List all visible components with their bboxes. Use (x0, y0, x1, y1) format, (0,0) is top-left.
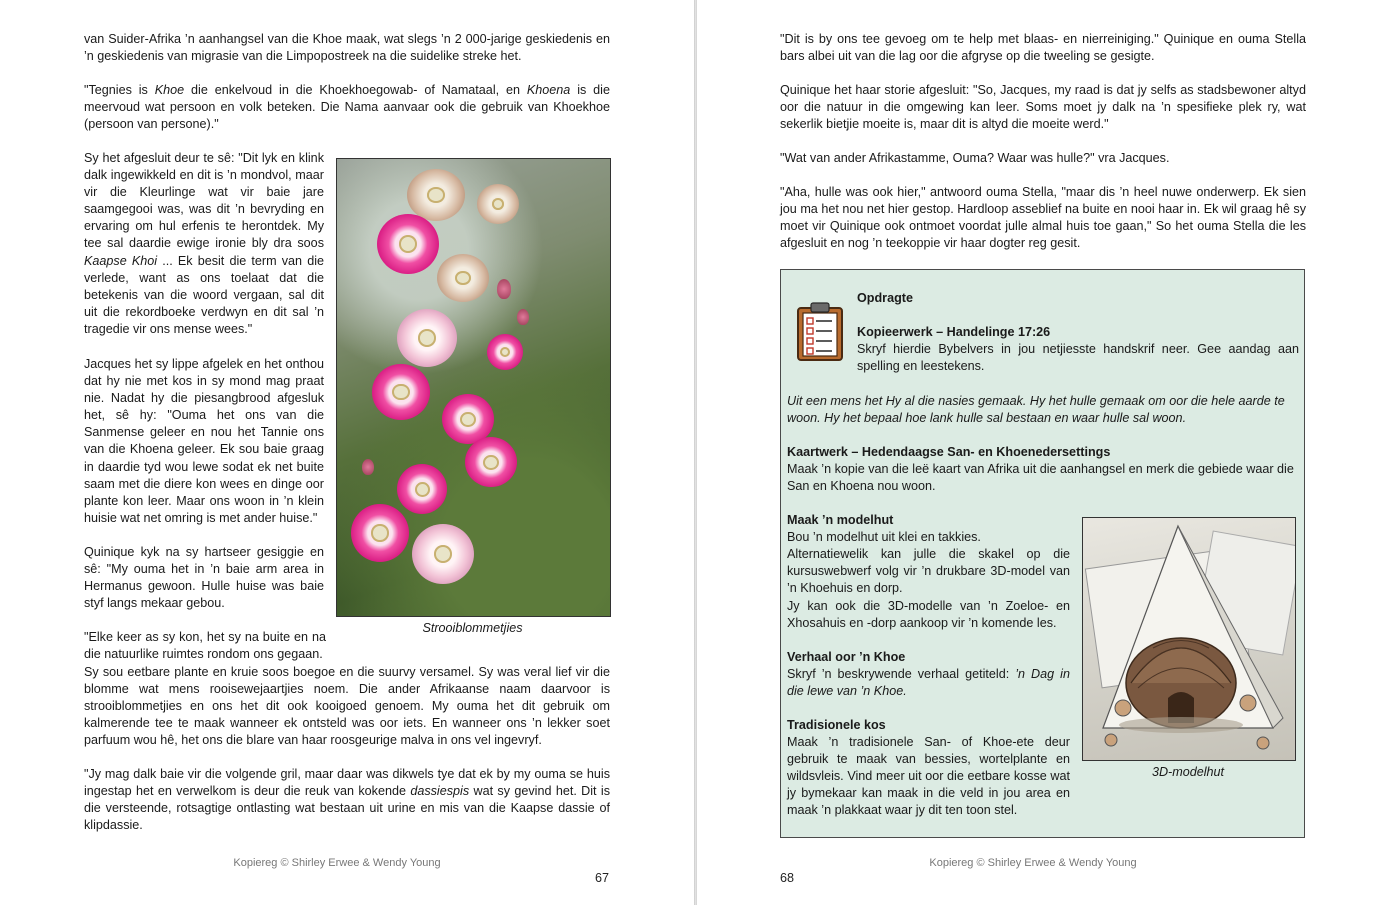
task3-text2: Jy kan ook die 3D-modelle van ’n Zoeloe- en Xhosahuis en -dorp aankoop vir ’n komende les. (787, 599, 1070, 631)
task1-text: Skryf hierdie Bybelvers in jou netjiesste handskrif neer. Gee aandag aan spelling en leestekens. (857, 342, 1299, 374)
paper-model-hut-illustration (1083, 518, 1295, 760)
flower (487, 334, 523, 370)
flower (397, 309, 457, 367)
left-paragraph-6-rest: Sy sou eetbare plante en kruie soos boegoe en die suurvy versamel. Sy was veral lief vir die blomme wat mens rooisewejaartjies noem. Die ander Afrikaanse naam daarvoor is strooiblommetjies en ons het dit ook kooigoed genoem. My ouma het dit gebruik om kalmerende tee te maak wanneer ek ontsteld was oor iets. En wanneer ons ’n lekker soet parfuum wou hê, het ons die blare van haar roosgeurige malva in ons vel ingevryf. (84, 665, 610, 748)
task3-heading: Maak ’n modelhut (787, 513, 894, 527)
flower (377, 214, 439, 274)
task3-text: Alternatiewelik kan julle die skakel op die kursuswebwerf volg vir ’n drukbare 3D-model van ’n Khoehuis en dorp. (787, 547, 1070, 596)
flower (372, 364, 430, 420)
task3-line1: Bou ’n modelhut uit klei en takkies. (787, 530, 981, 544)
left-paragraph-1: van Suider-Afrika ’n aanhangsel van die Khoe maak, wat slegs ’n 2 000-jarige geskiedenis en ’n geskiedenis van migrasie van die Limpopostreek na die suidelike streke het. (84, 32, 610, 64)
flower-bud (517, 309, 529, 325)
right-page-number: 68 (780, 871, 795, 885)
3d-modelhut-photo (1082, 517, 1296, 761)
flower (477, 184, 519, 224)
right-footer-copyright: Kopiereg © Shirley Erwee & Wendy Young (929, 857, 1137, 869)
flower (437, 254, 489, 302)
task5-text: Maak ’n tradisionele San- of Khoe-ete deur gebruik te maak van bessies, wortelplante en wildsvleis. Vind meer uit oor die eetbare kosse wat jy bymekaar kan maak in die veld in jou area en maak ’n plakkaat waar jy dit ten toon stel. (787, 735, 1070, 818)
right-paragraph-4: "Aha, hulle was ook hier," antwoord ouma Stella, "maar dis ’n heel nuwe onderwerp. Ek sien jou ma het nou net hier gestop. Hardloop asseblief na buite en nooi haar in. Ek wil graag hê sy moet vir Quinique ook ontmoet voordat julle almal huis toe gaan," So het ouma Stella die les afgesluit en nog ’n teekoppie vir haar dogter reg gesit. (780, 185, 1306, 251)
task2-text: Maak ’n kopie van die leë kaart van Afrika uit die aanhangsel en merk die gebiede waar die San en Khoena nou woon. (787, 462, 1294, 494)
left-footer-copyright: Kopiereg © Shirley Erwee & Wendy Young (233, 857, 441, 869)
hut-photo-caption: 3D-modelhut (1151, 765, 1225, 779)
task5-heading: Tradisionele kos (787, 718, 886, 732)
left-paragraph-5: Quinique kyk na sy hartseer gesiggie en sê: "My ouma het in ’n baie arm area in Hermanus gewoon. Hulle huise was baie styf langs mekaar gebou. (84, 545, 324, 611)
flower (397, 464, 447, 514)
flower (465, 437, 517, 487)
right-paragraph-3: "Wat van ander Afrikastamme, Ouma? Waar was hulle?" vra Jacques. (780, 151, 1170, 165)
task1-heading: Kopieerwerk – Handelinge 17:26 (857, 325, 1051, 339)
task4-heading: Verhaal oor ’n Khoe (787, 650, 906, 664)
flower (407, 169, 465, 221)
flower-photo-caption: Strooiblommetjies (422, 621, 523, 635)
left-paragraph-2: "Tegnies is Khoe die enkelvoud in die Khoekhoegowab- of Namataal, en Khoena is die meervoud wat persoon en volk beteken. Die Nama aanvaar ook die gebruik van Khoekhoe (persoon van persone)." (84, 83, 610, 132)
flower (412, 524, 474, 584)
strooiblommetjies-photo (336, 158, 611, 617)
left-paragraph-6-start: "Elke keer as sy kon, het sy na buite en na die natuurlike ruimtes rondom ons gegaan. (84, 630, 326, 662)
left-paragraph-7: "Jy mag dalk baie vir die volgende gril, maar daar was dikwels tye dat ek by my ouma se huis ingestap het en verwelkom is deur die reuk van kokende dassiespis wat sy gevind het. Dit is die versteende, rotsagtige ontlasting wat bestaan uit urine en mis van die Kaapse dassie of klipdassie. (84, 767, 610, 833)
box-title: Opdragte (857, 291, 913, 305)
right-paragraph-2: Quinique het haar storie afgesluit: "So, Jacques, my raad is dat jy selfs as stadsbewoner altyd oor die natuur in die omgewing kan leer. Soms moet jy dalk na ’n spesifieke plek ry, wat sekerlik bietjie moeite is, maar dit is altyd die moeite werd." (780, 83, 1306, 132)
left-paragraph-4: Jacques het sy lippe afgelek en het onthou dat hy nie met kos in sy mond mag praat nie. Nadat hy die piesangbrood afgesluk het, sê hy: "Ouma het ons van die Sanmense geleer en nou het Tannie ons van die Khoena geleer. Ek sou baie graag in daardie tyd wou lewe sodat ek net buite saam met die diere kon wees en dinge oor plante kon leer. Maar ons woon in ’n klein huisie wat net omring is met ander huise." (84, 357, 324, 525)
flower-bud (362, 459, 374, 475)
task2-heading: Kaartwerk – Hedendaagse San- en Khoenedersettings (787, 445, 1111, 459)
bible-verse: Uit een mens het Hy al die nasies gemaak. Hy het hulle gemaak om oor die hele aarde te woon. Hy het bepaal hoe lank hulle sal bestaan en waar hulle sal woon. (787, 394, 1285, 426)
flower-bud (497, 279, 511, 299)
flower (351, 504, 409, 562)
left-page-number: 67 (595, 871, 610, 885)
right-paragraph-1: "Dit is by ons tee gevoeg om te help met blaas- en nierreiniging." Quinique en ouma Stella bars albei uit van die lag oor die afgryse op die tweeling se gesigte. (780, 32, 1306, 64)
clipboard-checklist-icon (795, 300, 845, 362)
task4-text: Skryf ’n beskrywende verhaal getiteld: ’n Dag in die lewe van ’n Khoe. (787, 667, 1070, 699)
left-paragraph-3: Sy het afgesluit deur te sê: "Dit lyk en klink dalk ingewikkeld en dit is ’n mondvol, maar vir die Kleurlinge wat vir baie jare saamgegooi was, was dit ’n bevryding en ervaring om hul erfenis te herontdek. My tee sal daardie ewige ironie bly dra soos Kaapse Khoi ... Ek besit die term van die verlede, want as ons toelaat dat die betekenis van die woord vergaan, sal dit uit die rekordboeke verdwyn en dit sal ’n tragedie vir ons mense wees." (84, 151, 324, 336)
